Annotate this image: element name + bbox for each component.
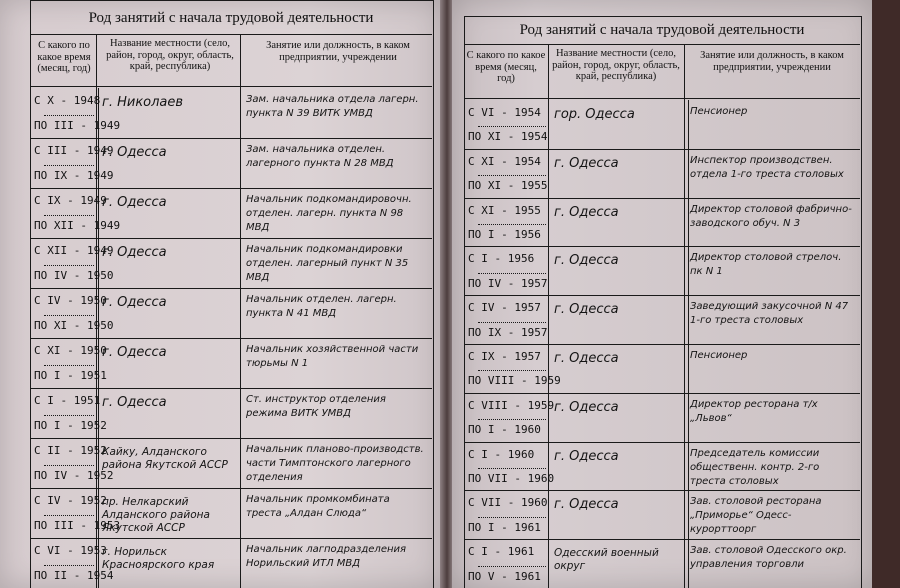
date-divider	[44, 565, 94, 566]
position-title: Зав. столовой Одесского окр. управления торговли	[690, 545, 847, 571]
period-from: С X - 1948	[34, 94, 101, 107]
place-name: г. Одесса	[554, 351, 619, 366]
date-divider	[478, 370, 546, 371]
row-divider	[464, 198, 860, 199]
position-title: Пенсионер	[690, 106, 748, 117]
period-from: С VIII - 1959	[468, 398, 555, 412]
place-name: г. Одесса	[554, 497, 619, 513]
period-to: ПО II - 1954	[34, 569, 114, 582]
period-to: ПО IV - 1952	[34, 469, 114, 482]
date-divider	[44, 465, 94, 466]
row-divider	[464, 344, 860, 345]
position-title: Начальник подкомандировочн. отделен. лагерн. пункта N 98 МВД	[246, 194, 412, 233]
date-divider	[478, 566, 546, 567]
position-title: Директор столовой фабрично-заводского обуч. N 3	[690, 203, 852, 229]
place-name: г. Одесса	[554, 448, 619, 464]
row-divider	[464, 539, 860, 540]
period-from: С IV - 1957	[468, 301, 541, 315]
position-title: Зав. столовой ресторана „Приморье“ Одесс-курорттоорг	[690, 496, 822, 536]
period-from: С III - 1949	[34, 144, 114, 157]
position-title: Зам. начальника отдела лагерн. пункта N 39 ВИТК УМВД	[246, 94, 419, 119]
row-divider	[30, 338, 432, 339]
position-title: Пенсионер	[690, 350, 748, 361]
place-name: г. Норильск Красноярского края	[102, 546, 215, 571]
position-title: Зам. начальника отделен. лагерного пункта N 28 МВД	[246, 144, 394, 169]
row-divider	[30, 288, 432, 289]
period-to: ПО VII - 1960	[468, 472, 555, 485]
period-to: ПО VIII - 1959	[468, 374, 561, 388]
period-to: ПО I - 1960	[468, 423, 541, 437]
place-name: г. Одесса	[102, 345, 167, 360]
position-title: Начальник отделен. лагерн. пункта N 41 МВД	[246, 294, 397, 319]
place-name: г. Одесса	[102, 295, 167, 310]
period-to: ПО I - 1951	[34, 369, 107, 382]
period-from: С II - 1952	[34, 444, 107, 457]
period-to: ПО I - 1952	[34, 419, 107, 432]
place-name: г. Одесса	[554, 155, 619, 171]
place-name: Одесский военный округ	[554, 547, 659, 573]
date-divider	[44, 365, 94, 366]
place-name: г. Одесса	[102, 195, 167, 210]
period-from: С IX - 1957	[468, 350, 541, 363]
date-divider	[478, 224, 546, 225]
period-from: С XI - 1950	[34, 344, 107, 357]
period-from: С IX - 1949	[34, 194, 107, 207]
left-page	[0, 0, 442, 588]
date-divider	[44, 315, 94, 316]
period-to: ПО V - 1961	[468, 569, 541, 583]
period-from: С IV - 1952	[34, 494, 107, 507]
period-to: ПО III - 1949	[34, 119, 121, 132]
period-from: С I - 1961	[468, 545, 535, 559]
position-title: Инспектор производствен. отдела 1-го треста столовых	[690, 154, 844, 180]
position-title: Начальник хозяйственной части тюрьмы N 1	[246, 344, 419, 369]
date-divider	[478, 273, 546, 274]
row-divider	[30, 138, 432, 139]
place-name: Кайку, Алданского района Якутской АССР	[102, 446, 228, 471]
date-divider	[44, 215, 94, 216]
left-header-position: Занятие или должность, в каком предприятии, учреждении	[266, 40, 410, 63]
period-from: С VI - 1953	[34, 544, 107, 557]
period-from: С I - 1960	[468, 447, 535, 461]
date-divider	[478, 175, 546, 176]
place-name: пр. Нелкарский Алданского района Якутской АССР	[102, 496, 210, 534]
date-divider	[478, 468, 546, 469]
position-title: Начальник подкомандировки отделен. лагерный пункт N 35 МВД	[246, 244, 409, 283]
place-name: г. Одесса	[102, 395, 167, 410]
position-title: Директор ресторана т/х „Львов“	[690, 398, 818, 424]
row-divider	[464, 393, 860, 394]
date-divider	[478, 419, 546, 420]
left-header-place: Название местности (село, район, город, округ, область, край, республика)	[106, 38, 234, 72]
row-divider	[30, 488, 432, 489]
period-from: С XI - 1954	[468, 154, 541, 168]
date-divider	[478, 322, 546, 323]
row-divider	[464, 442, 860, 443]
row-divider	[464, 295, 860, 296]
period-from: С I - 1956	[468, 252, 535, 266]
row-divider	[464, 246, 860, 247]
position-title: Заведующий закусочной N 47 1-го треста столовых	[690, 301, 849, 327]
date-divider	[44, 265, 94, 266]
period-to: ПО I - 1956	[468, 228, 541, 241]
place-name: г. Николаев	[102, 95, 184, 110]
place-name: г. Одесса	[102, 145, 167, 160]
right-page	[452, 0, 872, 588]
place-name: г. Одесса	[554, 399, 619, 415]
period-from: С XII - 1949	[34, 244, 114, 257]
row-divider	[30, 538, 432, 539]
right-page-title: Род занятий с начала трудовой деятельности	[519, 22, 805, 38]
period-from: С I - 1951	[34, 394, 101, 407]
position-title: Председатель комиссии общественн. контр. 2-го треста столовых	[690, 447, 820, 487]
position-title: Начальник лагподразделения Норильский ИТЛ МВД	[246, 544, 407, 569]
period-from: С VI - 1954	[468, 106, 541, 119]
period-to: ПО XII - 1949	[34, 219, 121, 232]
right-header-period: С какого по какое время (месяц, год)	[466, 50, 546, 84]
period-to: ПО IV - 1957	[468, 276, 548, 290]
place-name: г. Одесса	[554, 302, 619, 318]
period-to: ПО I - 1961	[468, 520, 541, 534]
position-title: Ст. инструктор отделения режима ВИТК УМВД	[246, 394, 386, 419]
row-divider	[464, 490, 860, 491]
date-divider	[44, 115, 94, 116]
date-divider	[44, 415, 94, 416]
position-title: Начальник планово-производств. части Тимптонского лагерного отделения	[246, 444, 424, 483]
period-to: ПО IX - 1949	[34, 169, 114, 182]
place-name: г. Одесса	[554, 253, 619, 269]
period-to: ПО XI - 1955	[468, 179, 548, 193]
period-to: ПО III - 1953	[34, 519, 121, 532]
left-header-period: С какого по какое время (месяц, год)	[37, 40, 91, 74]
period-from: С IV - 1950	[34, 294, 107, 307]
date-divider	[478, 517, 546, 518]
period-from: С VII - 1960	[468, 496, 548, 510]
period-to: ПО IX - 1957	[468, 325, 548, 339]
row-divider	[30, 438, 432, 439]
row-divider	[30, 188, 432, 189]
row-divider	[30, 238, 432, 239]
place-name: гор. Одесса	[554, 107, 635, 122]
date-divider	[44, 515, 94, 516]
date-divider	[44, 165, 94, 166]
period-to: ПО XI - 1950	[34, 319, 114, 332]
row-divider	[464, 149, 860, 150]
position-title: Директор столовой стрелоч. пк N 1	[690, 252, 842, 278]
left-page-title: Род занятий с начала трудовой деятельности	[88, 10, 374, 26]
place-name: г. Одесса	[102, 245, 167, 260]
position-title: Начальник промкомбината треста „Алдан Слюда“	[246, 494, 390, 519]
period-to: ПО IV - 1950	[34, 269, 114, 282]
right-header-place: Название местности (село, район, город, округ, область, край, республика)	[552, 48, 680, 82]
date-divider	[478, 126, 546, 127]
right-header-position: Занятие или должность, в каком предприятии, учреждении	[700, 50, 844, 73]
place-name: г. Одесса	[554, 204, 619, 220]
row-divider	[30, 388, 432, 389]
period-from: С XI - 1955	[468, 203, 541, 217]
period-to: ПО XI - 1954	[468, 130, 548, 144]
